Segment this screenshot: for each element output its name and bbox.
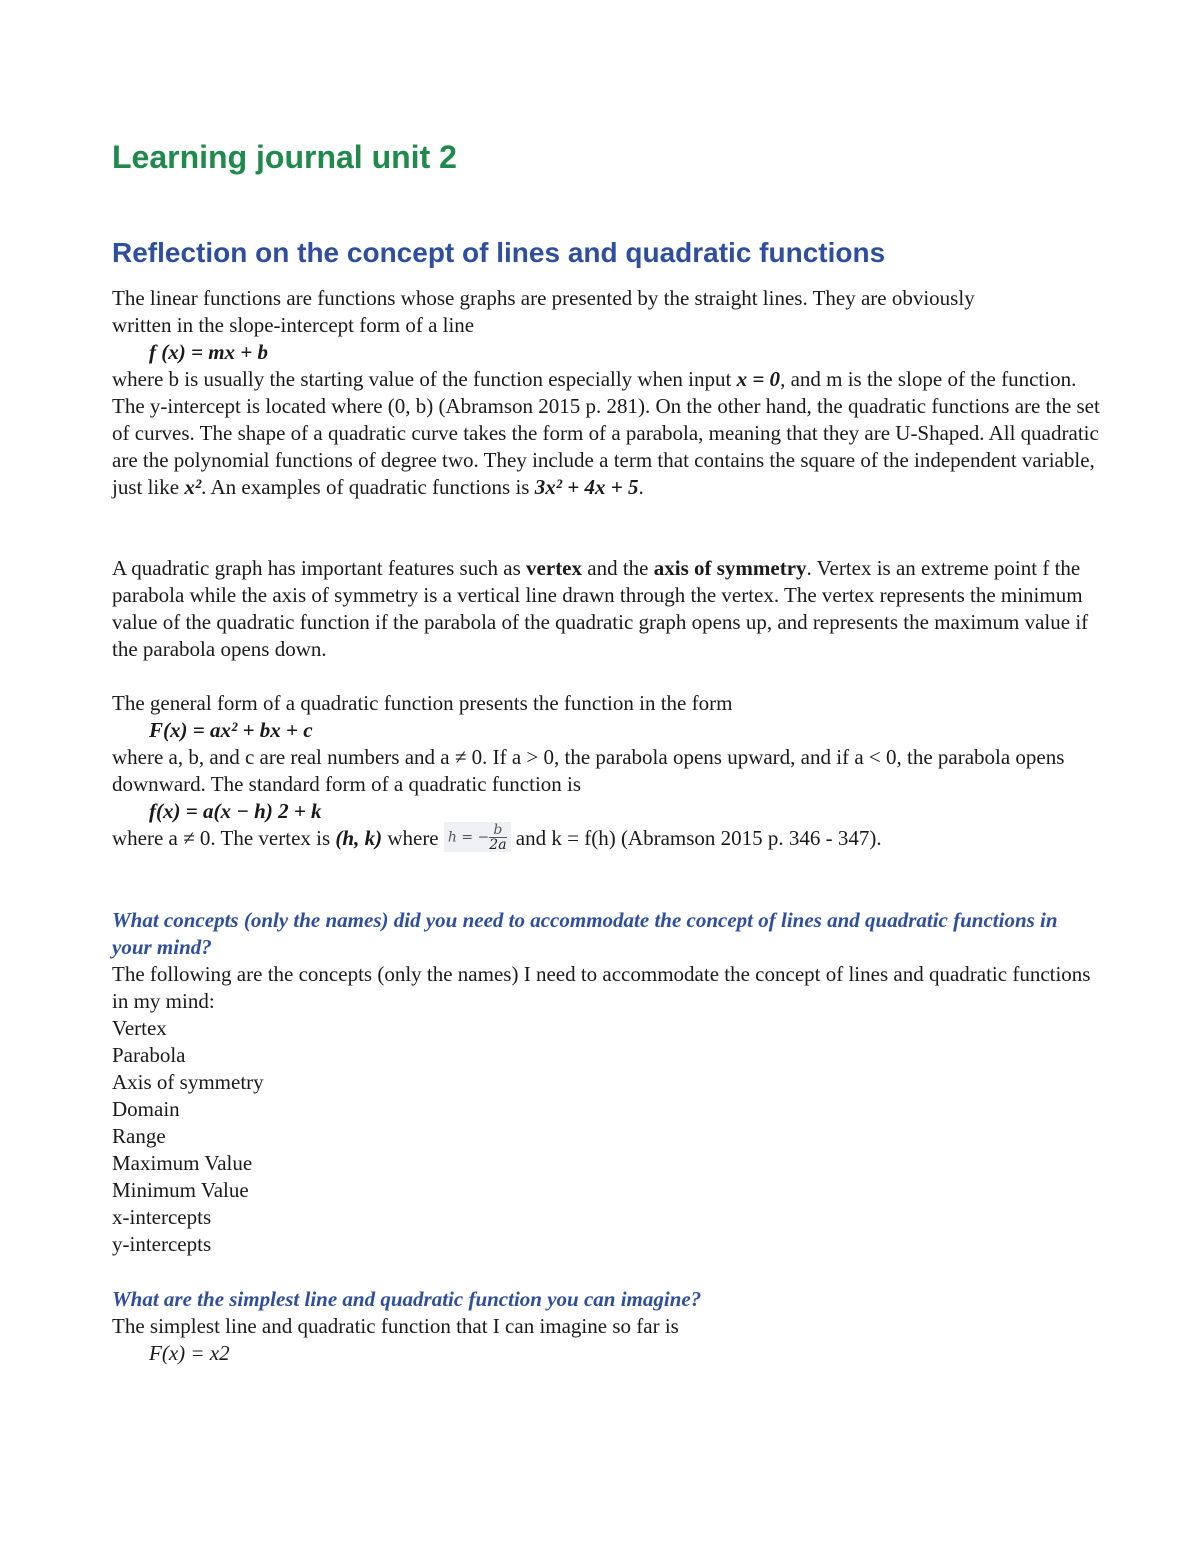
concept-item: Vertex <box>112 1016 167 1040</box>
question-2: What are the simplest line and quadratic function you can imagine? <box>112 1287 702 1311</box>
answer-1: The following are the concepts (only the names) I need to accommodate the concept of lines and quadratic functions in my mind: <box>112 962 1091 1013</box>
x-squared: x² <box>184 475 202 499</box>
section-heading: Reflection on the concept of lines and quadratic functions <box>112 237 886 268</box>
concept-item: Minimum Value <box>112 1178 249 1202</box>
question-2-block <box>112 1286 1102 1367</box>
concept-item: Range <box>112 1124 166 1148</box>
question-1: What concepts (only the names) did you need to accommodate the concept of lines and quadratic functions in your mind? <box>112 908 1058 959</box>
vertex-hk: (h, k) <box>335 826 383 850</box>
intro-paragraph: where b is usually the starting value of the function especially when input x = 0, and m is the slope of the function. The y-intercept is located where (0, b) (Abramson 2015 p. 281). On the other hand, the quadratic functions are the set of curves. The shape of a quadratic curve takes the form of a parabola, meaning that they are U-Shaped. All quadratic are the polynomial functions of degree two. They include a term that contains the square of the independent variable, just like x². An examples of quadratic functions is 3x² + 4x + 5. <box>112 367 1100 499</box>
standard-form-equation: f(x) = a(x − h) 2 + k <box>149 799 322 823</box>
concept-item: Domain <box>112 1097 180 1121</box>
axis-of-symmetry-term: axis of symmetry <box>653 556 807 580</box>
concept-item: Maximum Value <box>112 1151 253 1175</box>
features-paragraph: A quadratic graph has important features such as vertex and the axis of symmetry. Vertex is an extreme point f the parabola while the axis of symmetry is a vertical line drawn through the vertex. The vertex represents the minimum value of the quadratic function if the parabola of the quadratic graph opens up, and represents the maximum value if the parabola opens down. <box>112 556 1089 661</box>
vertex-term: vertex <box>526 556 583 580</box>
page-title: Learning journal unit 2 <box>112 139 457 175</box>
vertex-formula-image: h = − $\frac{b}{2a}$ <box>444 822 511 852</box>
general-form-block <box>112 690 1102 852</box>
example-quadratic: 3x² + 4x + 5 <box>534 475 639 499</box>
general-form-paragraph: where a, b, and c are real numbers and a ≠ 0. If a > 0, the parabola opens upward, and if a < 0, the parabola opens downward. The standard form of a quadratic function is <box>112 745 1065 796</box>
general-form-equation: F(x) = ax² + bx + c <box>149 718 313 742</box>
linear-equation: f (x) = mx + b <box>149 340 268 364</box>
intro-block <box>112 285 1102 501</box>
answer-2: The simplest line and quadratic function that I can imagine so far is <box>112 1314 679 1338</box>
question-1-block <box>112 907 1102 1258</box>
concept-item: Axis of symmetry <box>112 1070 264 1094</box>
general-form-intro: The general form of a quadratic function presents the function in the form <box>112 691 733 715</box>
x-equals-zero: x = 0 <box>736 367 781 391</box>
simplest-function-equation: F(x) = x2 <box>149 1341 230 1365</box>
vertex-line: where a ≠ 0. The vertex is (h, k) where h = − $\frac{b}{2a}$ and k = f(h) (Abramson 2015 p. 346 - 347). <box>112 822 882 854</box>
intro-line-2: written in the slope-intercept form of a line <box>112 313 475 337</box>
concept-item: y-intercepts <box>112 1232 212 1256</box>
concept-item: Parabola <box>112 1043 186 1067</box>
intro-line-1: The linear functions are functions whose graphs are presented by the straight lines. They are obviously <box>112 286 975 310</box>
concept-item: x-intercepts <box>112 1205 212 1229</box>
